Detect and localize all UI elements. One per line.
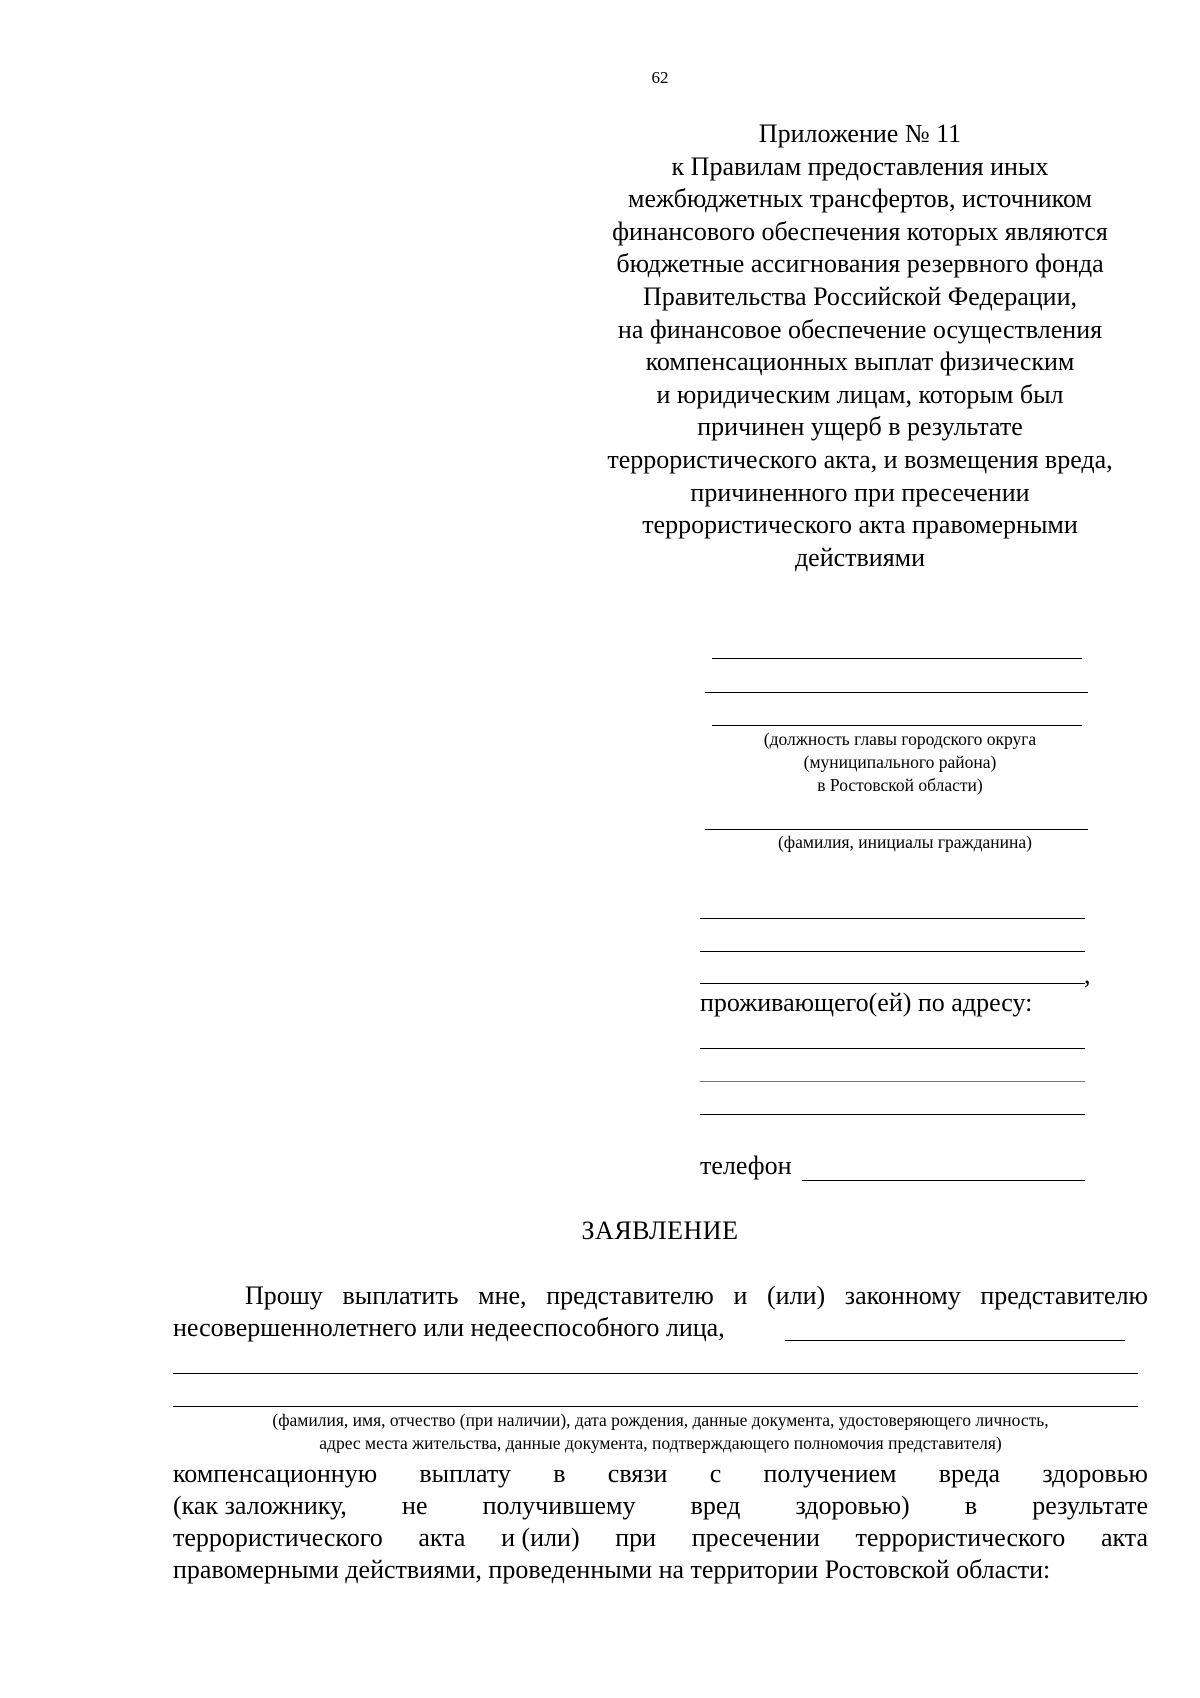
- address-label: проживающего(ей) по адресу:: [700, 988, 1033, 1017]
- applicant-details-line[interactable]: [785, 1340, 1125, 1341]
- phone-label: телефон: [700, 1151, 792, 1180]
- appendix-line: и юридическим лицам, которым был: [656, 379, 1064, 409]
- citizen-name-line[interactable]: [705, 829, 1088, 830]
- appendix-line: причинен ущерб в результате: [697, 412, 1023, 442]
- address-line[interactable]: [700, 1048, 1085, 1049]
- phone-line[interactable]: [802, 1180, 1085, 1181]
- appendix-title: Приложение № 11: [758, 119, 962, 148]
- appendix-line: действиями: [794, 542, 926, 572]
- statement-title: ЗАЯВЛЕНИЕ: [581, 1216, 739, 1245]
- statement-body-line: компенсационную выплату в связи с получением вреда здоровью: [173, 1459, 1148, 1488]
- statement-line-1: Прошу выплатить мне, представителю и (или) законному представителю: [245, 1281, 1148, 1310]
- appendix-header: [560, 118, 1160, 574]
- appendix-line: причиненного при пресечении: [690, 477, 1030, 507]
- applicant-name-line[interactable]: [700, 983, 1085, 984]
- address-line[interactable]: [700, 1114, 1085, 1115]
- appendix-line: финансового обеспечения которых являются: [612, 216, 1108, 246]
- appendix-line: Правительства Российской Федерации,: [642, 281, 1078, 311]
- applicant-name-comma: ,: [1084, 960, 1091, 989]
- address-line[interactable]: [700, 1081, 1085, 1082]
- applicant-name-line[interactable]: [700, 951, 1085, 952]
- page-number: 62: [651, 68, 669, 87]
- appendix-line: на финансовое обеспечение осуществления: [617, 314, 1103, 344]
- applicant-details-caption: (фамилия, имя, отчество (при наличии), дата рождения, данные документа, удостоверяющего личность, адрес места жительства, данные документа, подтверждающего полномочия представителя): [272, 1410, 1049, 1453]
- recipient-position-line[interactable]: [705, 692, 1088, 693]
- appendix-line: бюджетные ассигнования резервного фонда: [616, 249, 1104, 279]
- applicant-details-line[interactable]: [173, 1373, 1138, 1374]
- appendix-line: межбюджетных трансфертов, источником: [628, 184, 1092, 214]
- appendix-line: компенсационных выплат физическим: [645, 347, 1075, 377]
- recipient-position-line[interactable]: [712, 658, 1082, 659]
- citizen-name-caption: (фамилия, инициалы гражданина): [777, 832, 1033, 852]
- appendix-line: террористического акта, и возмещения вреда,: [607, 444, 1113, 474]
- appendix-line: террористического акта правомерными: [642, 510, 1078, 540]
- applicant-details-line[interactable]: [173, 1406, 1138, 1407]
- statement-body-line: террористического акта и (или) при пресечении террористического акта: [173, 1523, 1148, 1552]
- recipient-position-caption: (должность главы городского округа (муниципального района) в Ростовской области): [763, 729, 1037, 795]
- statement-body-line: (как заложнику, не получившему вред здоровью) в результате: [173, 1491, 1148, 1520]
- recipient-position-line[interactable]: [712, 725, 1082, 726]
- statement-line-2: несовершеннолетнего или недееспособного лица,: [173, 1313, 725, 1342]
- appendix-line: к Правилам предоставления иных: [671, 151, 1049, 181]
- statement-last-line: правомерными действиями, проведенными на территории Ростовской области:: [173, 1555, 1051, 1584]
- applicant-name-line[interactable]: [700, 918, 1085, 919]
